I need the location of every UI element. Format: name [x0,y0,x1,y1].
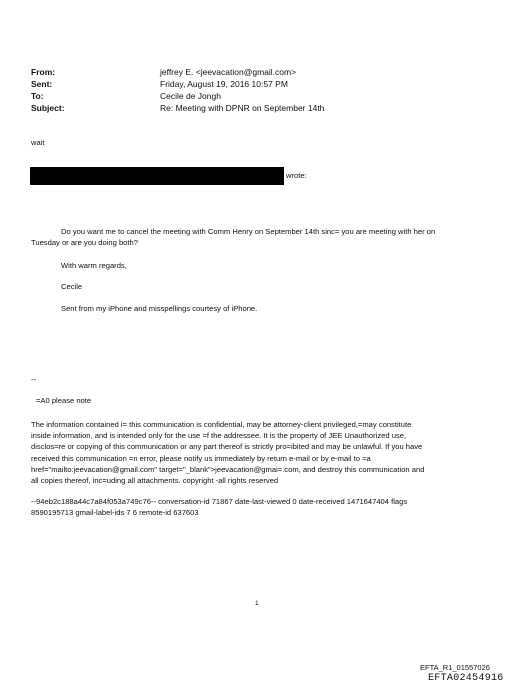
separator-dashes: -- [31,375,37,384]
sent-label: Sent: [31,79,53,89]
bates-number-small: EFTA_R1_01557026 [420,663,490,672]
please-note-text: =A0 please note [36,396,92,405]
sender-name: Cecile [61,282,83,291]
disclaimer-paragraph: The information contained i= this communication is confidential, may be attorney-client privileged,=may constitute inside information, and is intended only for the use =f the addressee. It is the property of JEE Unauthorized use, disclos=re or copying of this communication or any part thereof is strictly pro=ibited and may be unlawful. If you have received this communication =n error, please notify us immediately by return e-mail or by e-mail to =a href="mailto:jeevacation@gmail.com" target="_blank">jeevacation@gmai=.com, and destroy this communication and all copies thereof, inc=uding all attachments. copyright -all rights reserved [31,420,425,486]
subject-value: Re: Meeting with DPNR on September 14th [160,103,325,113]
question-paragraph: Do you want me to cancel the meeting with Comm Henry on September 14th sinc= you are meeting with her on Tuesday or are you doing both? [31,227,436,248]
from-label: From: [31,67,56,77]
regards-text: With warm regards, [61,261,127,270]
from-value: jeffrey E. <jeevacation@gmail.com> [160,67,297,77]
reply-text: wait [31,138,45,147]
metadata-paragraph: --94eb2c188a44c7a84f053a749c76-- conversation-id 71867 date-last-viewed 0 date-received 1471647404 flags 8590195713 gmail-label-ids 7 6 remote-id 637603 [31,497,408,518]
redaction-bar [30,167,284,185]
wrote-text: wrote: [286,171,307,180]
page-number: 1 [255,600,259,607]
signature-text: Sent from my iPhone and misspellings courtesy of iPhone. [61,304,258,313]
to-label: To: [31,91,44,101]
sent-value: Friday, August 19, 2016 10:57 PM [160,79,288,89]
bates-number: EFTA02454916 [428,673,504,684]
subject-label: Subject: [31,103,65,113]
to-value: Cecile de Jongh [160,91,221,101]
